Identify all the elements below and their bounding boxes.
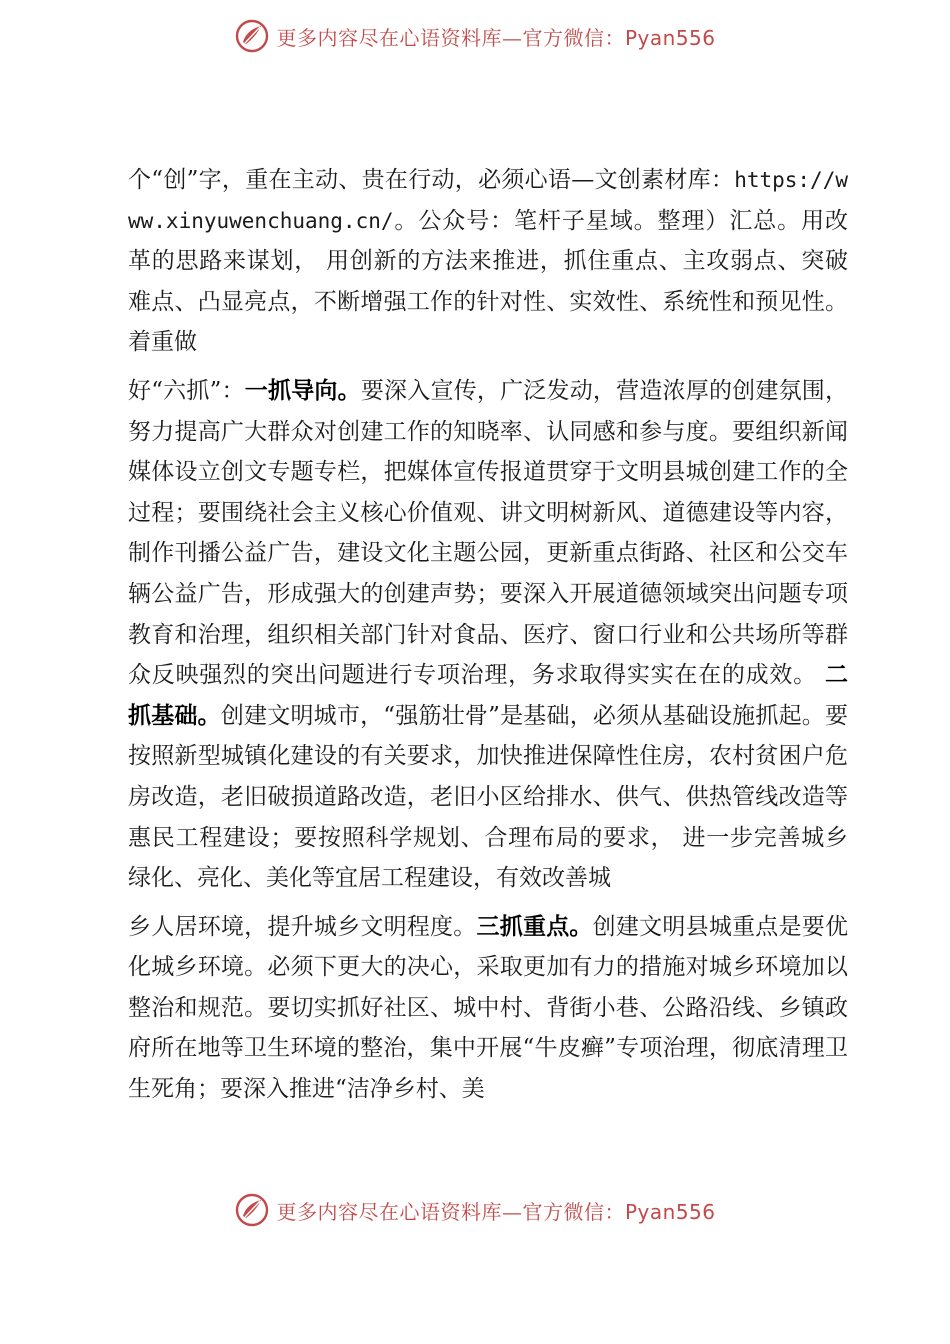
paragraph-3: 乡人居环境，提升城乡文明程度。三抓重点。创建文明县城重点是要优化城乡环境。必须下更大的决心，采取更加有力的措施对城乡环境加以整治和规范。要切实抓好社区、城中村、背街小巷、公路沿线、乡镇政府所在地等卫生环境的整治，集中开展“牛皮癣”专项治理，彻底清理卫生死角；要深入推进“洁净乡村、美 xyxy=(128,913,849,1103)
heading-guidance: 一抓导向。 xyxy=(244,377,361,404)
logo-icon xyxy=(234,18,270,54)
logo-icon xyxy=(234,1192,270,1228)
document-body xyxy=(128,160,848,1110)
heading-priority: 三抓重点。 xyxy=(476,913,593,940)
heading-foundation: 二抓基础。 xyxy=(128,662,848,729)
wechat-id: Pyan556 xyxy=(624,1199,716,1224)
footer-watermark xyxy=(0,1188,950,1232)
wechat-id: Pyan556 xyxy=(624,25,716,50)
paragraph-2: 好“六抓”：一抓导向。要深入宣传，广泛发动，营造浓厚的创建氛围，努力提高广大群众对创建工作的知晓率、认同感和参与度。要组织新闻媒体设立创文专题专栏，把媒体宣传报道贯穿于文明县城创建工作的全过程；要围绕社会主义核心价值观、讲文明树新风、道德建设等内容，制作刊播公益广告，建设文化主题公园，更新重点街路、社区和公交车辆公益广告，形成强大的创建声势；要深入开展道德领域突出问题专项教育和治理，组织相关部门针对食品、医疗、窗口行业和公共场所等群众反映强烈的突出问题进行专项治理，务求取得实实在在的成效。 二抓基础。创建文明城市，“强筋壮骨”是基础，必须从基础设施抓起。要按照新型城镇化建设的有关要求，加快推进保障性住房，农村贫困户危房改造，老旧破损道路改造，老旧小区给排水、供气、供热管线改造等惠民工程建设；要按照科学规划、合理布局的要求， 进一步完善城乡绿化、亮化、美化等宜居工程建设，有效改善城 xyxy=(128,377,849,892)
watermark-text: 更多内容尽在心语资料库—官方微信：Pyan556 xyxy=(276,1199,716,1224)
paragraph-1: 个“创”字，重在主动、贵在行动，必须心语—文创素材库：https://www.xinyuwenchuang.cn/。公众号：笔杆子星域。整理）汇总。用改革的思路来谋划， 用创新的方法来推进，抓住重点、主攻弱点、突破难点、凸显亮点，不断增强工作的针对性、实效性、系统性和预见性。着重做 xyxy=(128,167,848,356)
source-url: https://www.xinyuwenchuang.cn/ xyxy=(128,168,848,233)
header-watermark xyxy=(0,14,950,58)
watermark-text: 更多内容尽在心语资料库—官方微信：Pyan556 xyxy=(276,25,716,50)
